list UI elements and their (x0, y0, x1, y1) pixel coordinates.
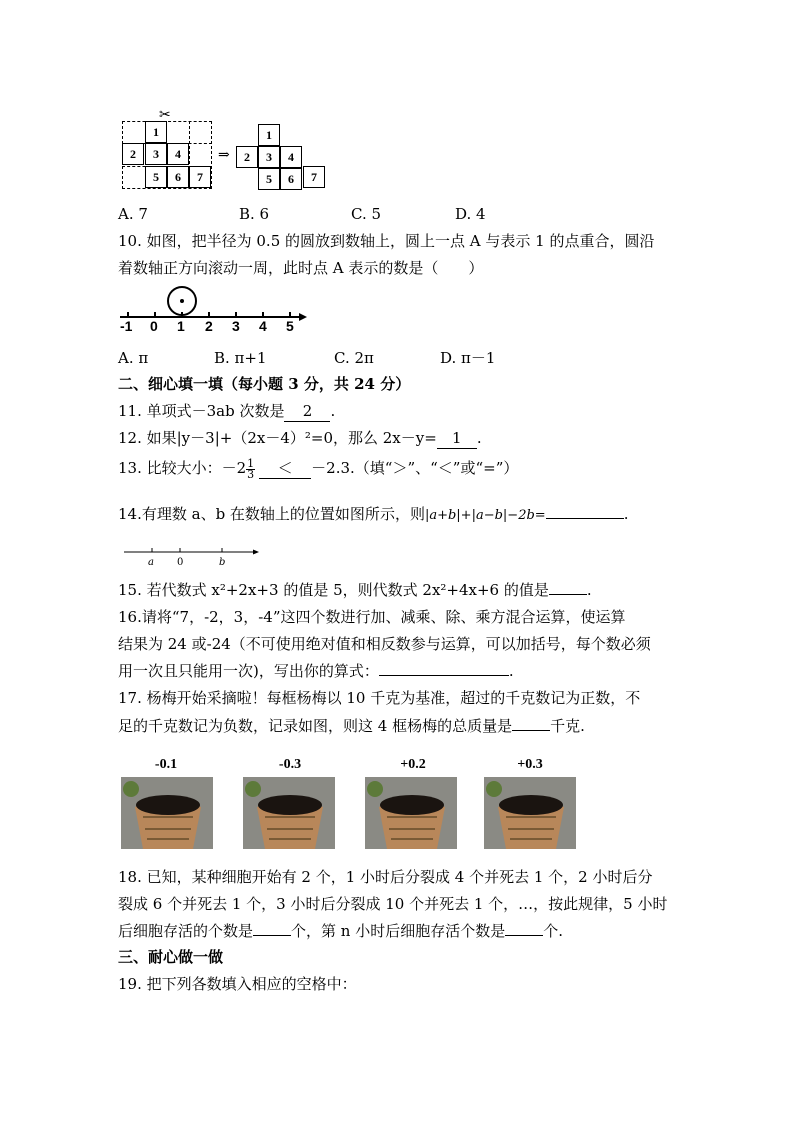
q14-text: 14.有理数 a、b 在数轴上的位置如图所示，则 (118, 505, 425, 523)
q11-suffix: . (330, 402, 336, 420)
q12 (118, 428, 482, 449)
q16-suffix: . (508, 662, 514, 680)
q17-line2 (118, 716, 585, 736)
q19: 19. 把下列各数填入相应的空格中： (118, 975, 357, 993)
grid-cell: 3 (258, 146, 280, 168)
q17-answer (512, 730, 550, 731)
q16-text: 用一次且只能用一次)，写出你的算式： (118, 662, 379, 680)
q15-suffix: . (586, 581, 592, 599)
basket-label: +0.2 (400, 757, 426, 772)
basket-photo (121, 777, 213, 849)
q18-line3 (118, 921, 563, 941)
q10-number-line (115, 284, 315, 339)
q18-text-a: 后细胞存活的个数是 (118, 922, 254, 940)
basket-photo (484, 777, 576, 849)
q18-answer-2 (505, 935, 543, 936)
axis-tick-label: 1 (177, 318, 185, 334)
grid-cell: 4 (167, 143, 189, 165)
q10-option-b: B. π+1 (214, 349, 267, 367)
axis-tick-label: 5 (286, 318, 294, 334)
grid-cell: 7 (189, 166, 211, 188)
axis-label-0: 0 (177, 557, 184, 568)
q13-fraction (246, 456, 255, 481)
frac-denominator: 3 (247, 467, 255, 481)
q9-option-a: A. 7 (118, 205, 148, 223)
q9-option-b: B. 6 (239, 205, 270, 223)
q11-answer: 2 (284, 401, 330, 422)
q17-text: 足的千克数记为负数，记录如图，则这 4 框杨梅的总质量是 (118, 717, 513, 735)
q13 (118, 458, 518, 480)
axis-label-b: b (219, 557, 226, 568)
q14 (118, 504, 628, 526)
basket-label: -0.3 (278, 757, 302, 772)
scissors-icon: ✂ (159, 107, 171, 123)
q17-suffix: 千克. (550, 717, 585, 735)
grid-cell: 7 (303, 166, 325, 188)
frac-numerator: 1 (247, 456, 255, 470)
q15-answer (549, 594, 587, 595)
axis-tick-label: 0 (150, 318, 158, 334)
axis-tick-label: 4 (259, 318, 267, 334)
grid-cell: 2 (236, 146, 258, 168)
grid-cell: 2 (122, 143, 144, 165)
grid-cell: 5 (258, 168, 280, 190)
basket-label: +0.3 (517, 757, 543, 772)
q10-option-d: D. π－1 (440, 349, 496, 367)
q15 (118, 580, 592, 600)
grid-cell: 1 (145, 121, 167, 143)
grid-cell: 6 (167, 166, 189, 188)
section-2-title: 二、细心填一填（每小题 3 分，共 24 分） (118, 375, 411, 393)
q10-line1: 10. 如图，把半径为 0.5 的圆放到数轴上，圆上一点 A 与表示 1 的点重合，圆沿 (118, 232, 655, 250)
axis-tick-label: 3 (232, 318, 240, 334)
q14-suffix: . (623, 505, 629, 523)
grid-cell: 6 (280, 168, 302, 190)
q13-answer: ＜ (259, 458, 311, 479)
q13-suffix: －2.3.（填“＞”、“＜”或“=”） (311, 459, 519, 477)
grid-cell: 1 (258, 124, 280, 146)
q16-line3 (118, 661, 514, 681)
q13-text: 13. 比较大小：－2 (118, 459, 247, 477)
arrow-icon: ⇒ (218, 147, 230, 163)
grid-cell: 3 (145, 143, 167, 165)
axis-tick-label: 2 (205, 318, 213, 334)
q14-expression: |a+b|+|a−b|−2b= (424, 508, 546, 523)
q14-number-line (122, 545, 262, 559)
q9-option-c: C. 5 (351, 205, 382, 223)
basket-photo (365, 777, 457, 849)
q9-option-d: D. 4 (455, 205, 486, 223)
q16-line2: 结果为 24 或-24（不可使用绝对值和相反数参与运算，可以加括号，每个数必须 (118, 635, 651, 653)
q11-text: 11. 单项式－3ab 次数是 (118, 402, 285, 420)
q16-answer (379, 675, 509, 676)
basket-photo (243, 777, 335, 849)
axis-tick-label: -1 (120, 318, 133, 334)
q11 (118, 401, 335, 422)
q12-text: 12. 如果|y－3|+（2x－4）²=0，那么 2x－y= (118, 429, 437, 447)
grid-cell: 4 (280, 146, 302, 168)
q18-answer-1 (253, 935, 291, 936)
section-3-title: 三、耐心做一做 (118, 948, 224, 966)
axis-label-a: a (148, 557, 154, 568)
q10-option-c: C. 2π (334, 349, 374, 367)
q15-text: 15. 若代数式 x²+2x+3 的值是 5，则代数式 2x²+4x+6 的值是 (118, 581, 549, 599)
q18-text-c: 个. (543, 922, 563, 940)
q14-answer (546, 518, 624, 519)
grid-cell: 5 (145, 166, 167, 188)
q10-option-a: A. π (118, 349, 149, 367)
q18-line2: 裂成 6 个并死去 1 个，3 小时后分裂成 10 个并死去 1 个，…，按此规律，5 小时 (118, 895, 668, 913)
q12-suffix: . (476, 429, 482, 447)
q10-line2: 着数轴正方向滚动一周，此时点 A 表示的数是（ ） (118, 259, 484, 277)
q17-line1: 17. 杨梅开始采摘啦！每框杨梅以 10 千克为基准，超过的千克数记为正数，不 (118, 689, 641, 707)
q18-line1: 18. 已知，某种细胞开始有 2 个，1 小时后分裂成 4 个并死去 1 个，2 小时后分 (118, 868, 653, 886)
q12-answer: 1 (437, 428, 477, 449)
basket-label: -0.1 (154, 757, 178, 772)
q18-text-b: 个，第 n 小时后细胞存活个数是 (291, 922, 506, 940)
q16-line1: 16.请将“7，-2，3，-4”这四个数进行加、减乘、除、乘方混合运算，使运算 (118, 608, 626, 626)
